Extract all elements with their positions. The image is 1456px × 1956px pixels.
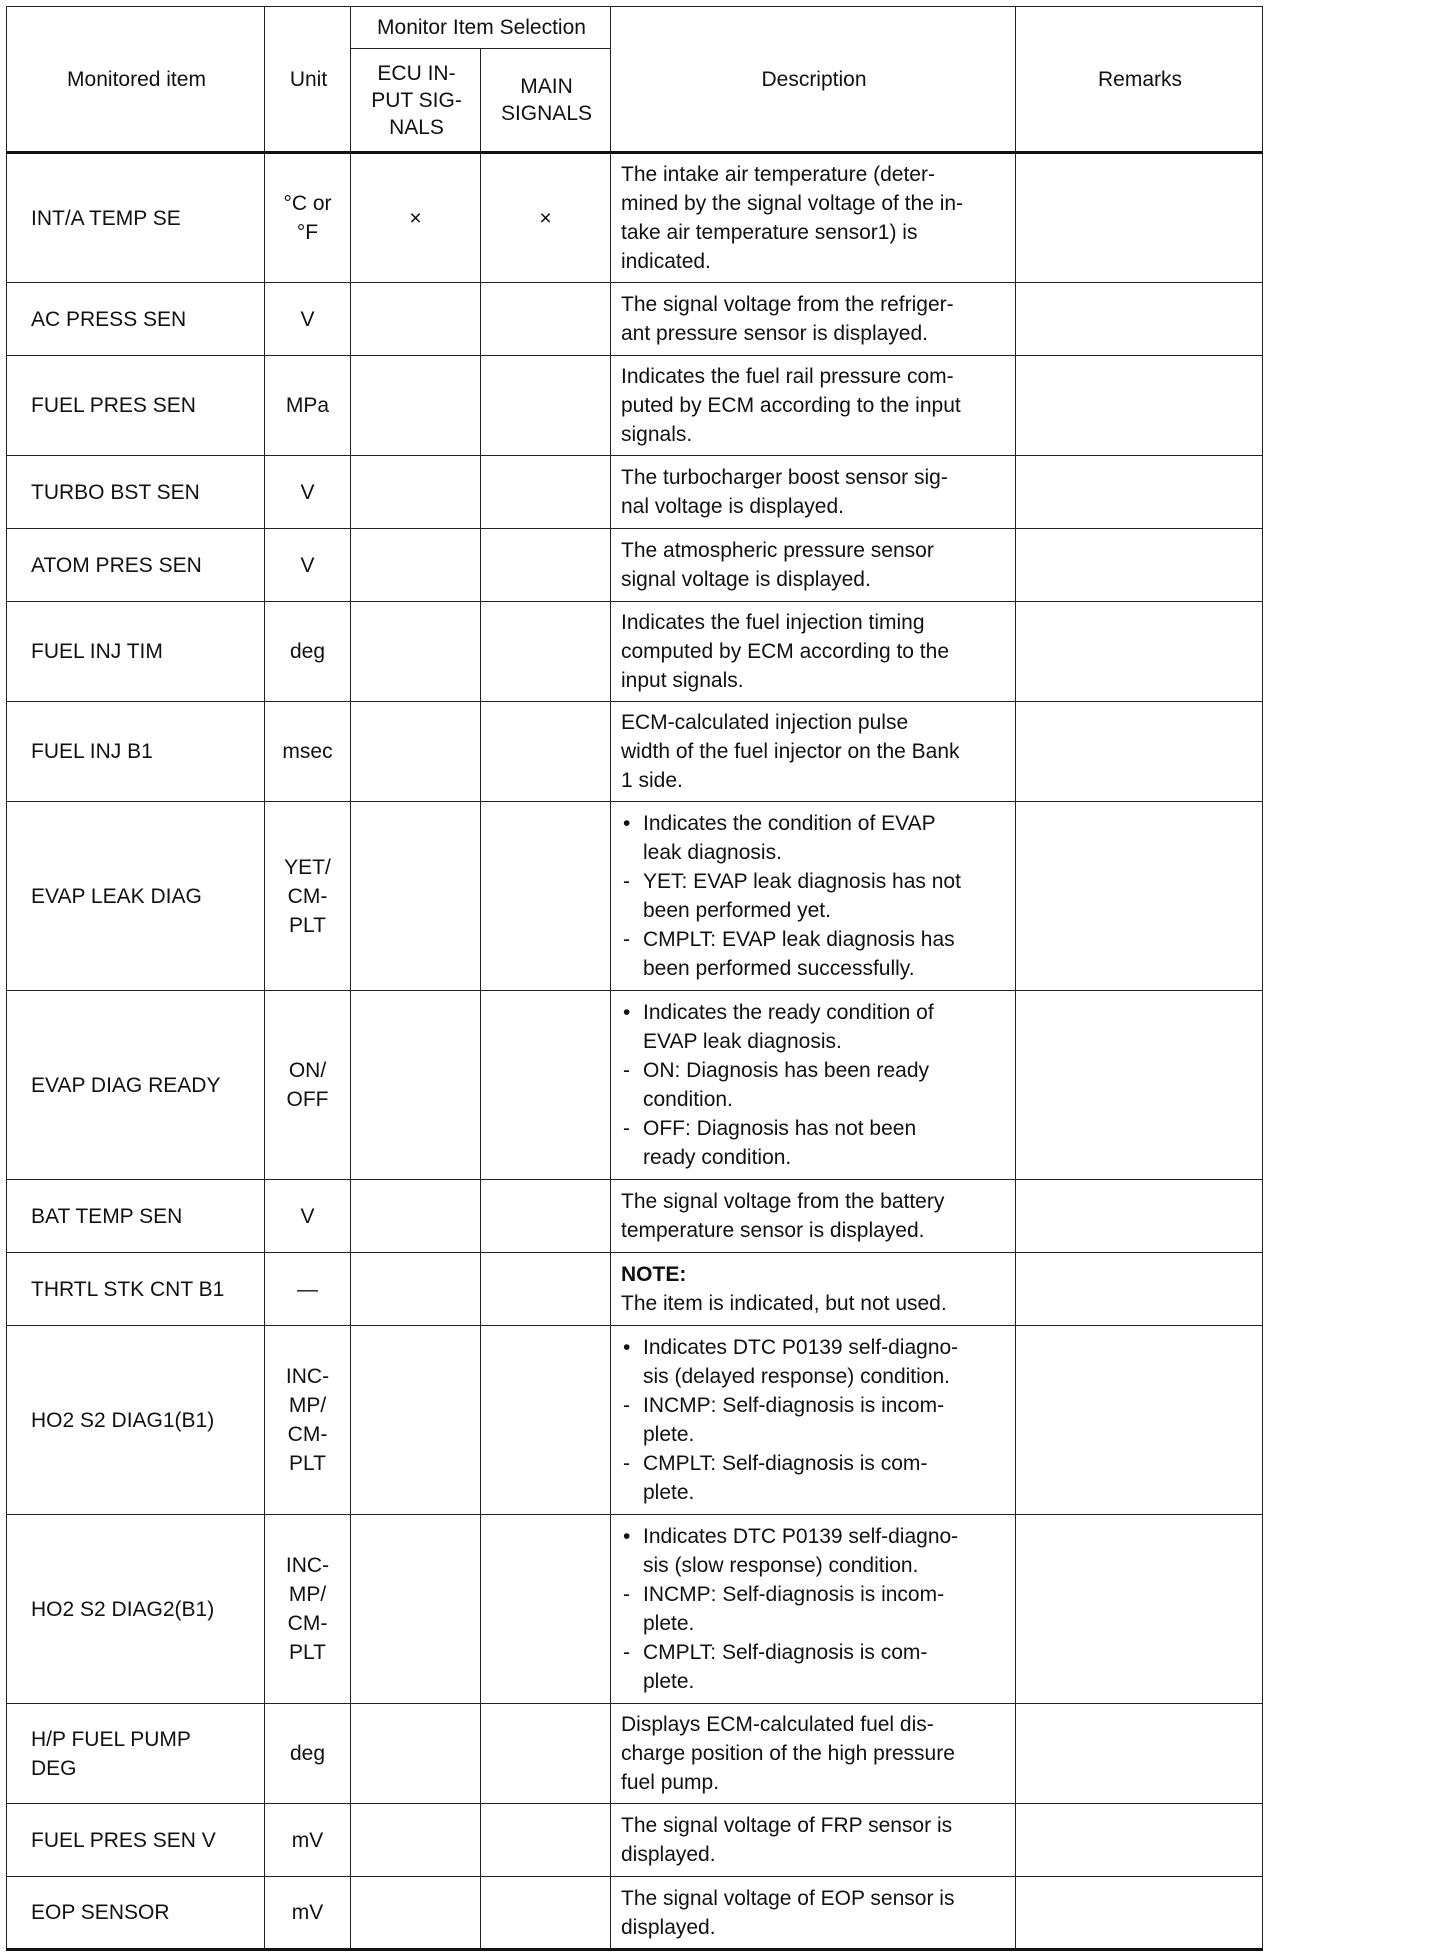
description-cell xyxy=(611,1877,1016,1950)
description-text: The signal voltage from the refriger- ant pressure sensor is displayed. xyxy=(621,293,954,345)
description-text: The signal voltage of EOP sensor is displayed. xyxy=(621,1886,955,1939)
main-signals-cell xyxy=(481,1804,611,1877)
table-row xyxy=(7,702,1263,802)
table-row xyxy=(7,1253,1263,1326)
description-list-item xyxy=(621,1056,1007,1114)
ecu-input-signals-cell xyxy=(351,356,481,456)
table-row xyxy=(7,602,1263,702)
description-list xyxy=(621,998,1007,1172)
dash-icon: - xyxy=(623,1641,630,1664)
dash-icon: - xyxy=(623,1117,630,1140)
monitor-item-table-page xyxy=(6,6,1263,1951)
monitored-item-cell: THRTL STK CNT B1 xyxy=(7,1253,265,1326)
description-cell xyxy=(611,1326,1016,1515)
unit-cell: ON/ OFF xyxy=(265,991,351,1180)
table-row xyxy=(7,356,1263,456)
main-signals-cell xyxy=(481,1253,611,1326)
header-remarks: Remarks xyxy=(1016,7,1263,153)
description-cell xyxy=(611,802,1016,991)
ecu-input-signals-cell xyxy=(351,1704,481,1804)
remarks-cell xyxy=(1016,529,1263,602)
table-row xyxy=(7,1515,1263,1704)
monitored-item-cell: EOP SENSOR xyxy=(7,1877,265,1950)
ecu-input-signals-cell xyxy=(351,1515,481,1704)
description-list-text: CMPLT: Self-diagnosis is com- plete. xyxy=(643,1641,928,1693)
main-signals-cell xyxy=(481,1326,611,1515)
table-row xyxy=(7,529,1263,602)
description-list-text: Indicates the condition of EVAP leak diagnosis. xyxy=(643,812,936,864)
ecu-input-signals-cell xyxy=(351,1180,481,1253)
description-list-item xyxy=(621,1522,1007,1580)
description-text: The intake air temperature (deter- mined by the signal voltage of the in- take air temperature sensor1) is indicated. xyxy=(621,163,964,273)
ecu-input-signals-cell: × xyxy=(351,153,481,283)
description-list-item xyxy=(621,1449,1007,1507)
description-list-item xyxy=(621,1580,1007,1638)
table-row xyxy=(7,802,1263,991)
description-cell xyxy=(611,1515,1016,1704)
description-list-text: INCMP: Self-diagnosis is incom- plete. xyxy=(643,1394,945,1446)
table-row xyxy=(7,1804,1263,1877)
description-cell xyxy=(611,283,1016,356)
remarks-cell xyxy=(1016,1515,1263,1704)
unit-cell: deg xyxy=(265,1704,351,1804)
description-cell xyxy=(611,356,1016,456)
description-cell xyxy=(611,456,1016,529)
unit-cell: V xyxy=(265,456,351,529)
description-list-item xyxy=(621,809,1007,867)
remarks-cell xyxy=(1016,1804,1263,1877)
main-signals-cell xyxy=(481,1877,611,1950)
main-signals-cell xyxy=(481,1515,611,1704)
bullet-icon: • xyxy=(623,812,631,835)
bullet-icon: • xyxy=(623,1336,631,1359)
description-cell xyxy=(611,1253,1016,1326)
monitored-item-cell: EVAP DIAG READY xyxy=(7,991,265,1180)
description-list-item xyxy=(621,1638,1007,1696)
monitored-item-cell: H/P FUEL PUMP DEG xyxy=(7,1704,265,1804)
bullet-icon: • xyxy=(623,1001,631,1024)
remarks-cell xyxy=(1016,153,1263,283)
header-description: Description xyxy=(611,7,1016,153)
unit-cell: V xyxy=(265,283,351,356)
ecu-input-signals-cell xyxy=(351,1877,481,1950)
unit-cell: INC- MP/ CM- PLT xyxy=(265,1326,351,1515)
main-signals-cell xyxy=(481,602,611,702)
ecu-input-signals-cell xyxy=(351,529,481,602)
main-signals-cell xyxy=(481,802,611,991)
unit-cell: msec xyxy=(265,702,351,802)
header-monitored-item: Monitored item xyxy=(7,7,265,153)
main-signals-cell xyxy=(481,991,611,1180)
table-row xyxy=(7,1704,1263,1804)
table-row xyxy=(7,991,1263,1180)
remarks-cell xyxy=(1016,1704,1263,1804)
main-signals-cell xyxy=(481,356,611,456)
monitored-item-cell: FUEL PRES SEN V xyxy=(7,1804,265,1877)
description-text: The turbocharger boost sensor sig- nal voltage is displayed. xyxy=(621,466,948,518)
unit-cell: YET/ CM- PLT xyxy=(265,802,351,991)
ecu-input-signals-cell xyxy=(351,702,481,802)
main-signals-cell xyxy=(481,1180,611,1253)
table-row xyxy=(7,283,1263,356)
description-text: The atmospheric pressure sensor signal voltage is displayed. xyxy=(621,539,934,591)
description-list xyxy=(621,1522,1007,1696)
monitored-item-cell: FUEL INJ B1 xyxy=(7,702,265,802)
remarks-cell xyxy=(1016,802,1263,991)
description-list-text: YET: EVAP leak diagnosis has not been performed yet. xyxy=(643,870,961,922)
main-signals-cell xyxy=(481,702,611,802)
description-text: Indicates the fuel injection timing computed by ECM according to the input signals. xyxy=(621,611,950,692)
description-list-text: CMPLT: Self-diagnosis is com- plete. xyxy=(643,1452,928,1504)
description-text: The signal voltage of FRP sensor is displayed. xyxy=(621,1814,953,1866)
table-row xyxy=(7,1326,1263,1515)
unit-cell: V xyxy=(265,1180,351,1253)
unit-cell: deg xyxy=(265,602,351,702)
unit-cell: mV xyxy=(265,1804,351,1877)
remarks-cell xyxy=(1016,991,1263,1180)
ecu-input-signals-cell xyxy=(351,991,481,1180)
main-signals-cell xyxy=(481,283,611,356)
description-list-text: Indicates DTC P0139 self-diagno- sis (delayed response) condition. xyxy=(643,1336,959,1388)
dash-icon: - xyxy=(623,870,630,893)
monitor-item-table xyxy=(6,6,1263,1951)
bullet-icon: • xyxy=(623,1525,631,1548)
description-list-text: Indicates DTC P0139 self-diagno- sis (slow response) condition. xyxy=(643,1525,959,1577)
main-signals-cell xyxy=(481,456,611,529)
description-list-item xyxy=(621,998,1007,1056)
remarks-cell xyxy=(1016,1180,1263,1253)
remarks-cell xyxy=(1016,456,1263,529)
monitored-item-cell: INT/A TEMP SE xyxy=(7,153,265,283)
description-list-item xyxy=(621,1391,1007,1449)
unit-cell: mV xyxy=(265,1877,351,1950)
monitored-item-cell: BAT TEMP SEN xyxy=(7,1180,265,1253)
description-list-item xyxy=(621,1114,1007,1172)
monitored-item-cell: AC PRESS SEN xyxy=(7,283,265,356)
table-row xyxy=(7,153,1263,283)
ecu-input-signals-cell xyxy=(351,802,481,991)
dash-icon: - xyxy=(623,1059,630,1082)
header-ecu-input-signals: ECU IN- PUT SIG- NALS xyxy=(351,49,481,153)
description-list-text: OFF: Diagnosis has not been ready condition. xyxy=(643,1117,917,1169)
note-heading: NOTE: xyxy=(621,1263,687,1286)
monitored-item-cell: ATOM PRES SEN xyxy=(7,529,265,602)
monitored-item-cell: FUEL PRES SEN xyxy=(7,356,265,456)
description-list xyxy=(621,809,1007,983)
main-signals-cell: × xyxy=(481,153,611,283)
monitored-item-cell: EVAP LEAK DIAG xyxy=(7,802,265,991)
ecu-input-signals-cell xyxy=(351,1326,481,1515)
ecu-input-signals-cell xyxy=(351,283,481,356)
table-row xyxy=(7,1877,1263,1950)
description-text: The signal voltage from the battery temperature sensor is displayed. xyxy=(621,1190,945,1242)
remarks-cell xyxy=(1016,602,1263,702)
description-cell xyxy=(611,991,1016,1180)
dash-icon: - xyxy=(623,1452,630,1475)
header-unit: Unit xyxy=(265,7,351,153)
remarks-cell xyxy=(1016,1253,1263,1326)
dash-icon: - xyxy=(623,928,630,951)
ecu-input-signals-cell xyxy=(351,1804,481,1877)
monitored-item-cell: TURBO BST SEN xyxy=(7,456,265,529)
description-cell xyxy=(611,153,1016,283)
description-list-text: CMPLT: EVAP leak diagnosis has been performed successfully. xyxy=(643,928,955,980)
unit-cell: V xyxy=(265,529,351,602)
unit-cell: °C or °F xyxy=(265,153,351,283)
description-text: The item is indicated, but not used. xyxy=(621,1292,947,1315)
description-list-item xyxy=(621,867,1007,925)
monitored-item-cell: HO2 S2 DIAG2(B1) xyxy=(7,1515,265,1704)
description-list-text: ON: Diagnosis has been ready condition. xyxy=(643,1059,929,1111)
ecu-input-signals-cell xyxy=(351,1253,481,1326)
header-main-signals: MAIN SIGNALS xyxy=(481,49,611,153)
monitored-item-cell: HO2 S2 DIAG1(B1) xyxy=(7,1326,265,1515)
description-list-text: Indicates the ready condition of EVAP leak diagnosis. xyxy=(643,1001,934,1053)
unit-cell: — xyxy=(265,1253,351,1326)
description-cell xyxy=(611,1704,1016,1804)
unit-cell: MPa xyxy=(265,356,351,456)
monitored-item-cell: FUEL INJ TIM xyxy=(7,602,265,702)
remarks-cell xyxy=(1016,356,1263,456)
table-row xyxy=(7,456,1263,529)
dash-icon: - xyxy=(623,1394,630,1417)
main-signals-cell xyxy=(481,529,611,602)
main-signals-cell xyxy=(481,1704,611,1804)
dash-icon: - xyxy=(623,1583,630,1606)
description-list-item xyxy=(621,1333,1007,1391)
description-text: ECM-calculated injection pulse width of the fuel injector on the Bank 1 side. xyxy=(621,711,960,792)
description-cell xyxy=(611,1804,1016,1877)
table-body xyxy=(7,153,1263,1950)
description-cell xyxy=(611,1180,1016,1253)
remarks-cell xyxy=(1016,283,1263,356)
description-cell xyxy=(611,529,1016,602)
description-text: Displays ECM-calculated fuel dis- charge position of the high pressure fuel pump. xyxy=(621,1713,955,1794)
header-monitor-item-selection: Monitor Item Selection xyxy=(351,7,611,49)
description-list-text: INCMP: Self-diagnosis is incom- plete. xyxy=(643,1583,945,1635)
description-list-item xyxy=(621,925,1007,983)
ecu-input-signals-cell xyxy=(351,602,481,702)
remarks-cell xyxy=(1016,1877,1263,1950)
unit-cell: INC- MP/ CM- PLT xyxy=(265,1515,351,1704)
description-cell xyxy=(611,602,1016,702)
description-list xyxy=(621,1333,1007,1507)
table-row xyxy=(7,1180,1263,1253)
description-text: Indicates the fuel rail pressure com- puted by ECM according to the input signals. xyxy=(621,365,961,446)
description-cell xyxy=(611,702,1016,802)
remarks-cell xyxy=(1016,1326,1263,1515)
remarks-cell xyxy=(1016,702,1263,802)
ecu-input-signals-cell xyxy=(351,456,481,529)
